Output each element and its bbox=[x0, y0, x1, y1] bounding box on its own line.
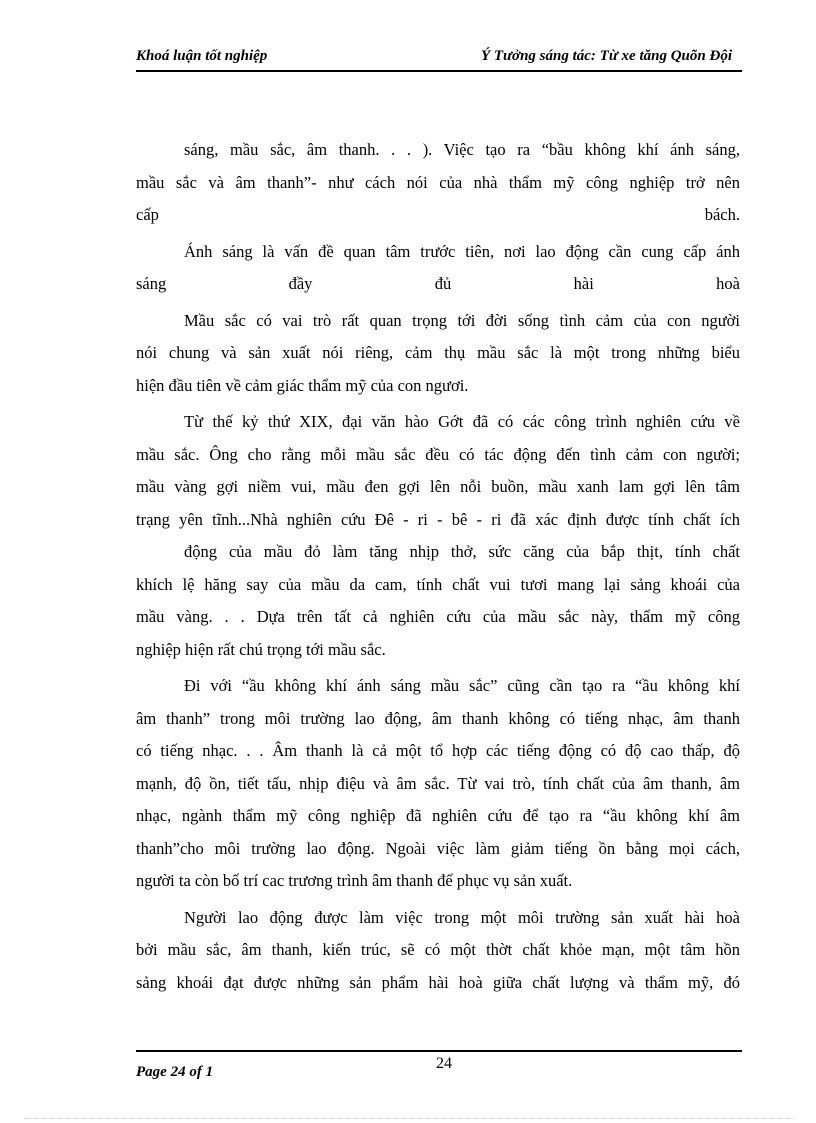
page-bottom-divider bbox=[24, 1118, 794, 1119]
text-line: mầu vàng. . . Dựa trên tất cả nghiên cứu của mầu sắc này, thẩm mỹ công bbox=[136, 607, 740, 626]
paragraph-6 bbox=[136, 670, 740, 898]
text-line: động của mầu đỏ làm tăng nhịp thở, sức căng của bắp thịt, tính chất bbox=[184, 542, 740, 561]
text-line: Đi với “ầu không khí ánh sáng mầu sắc” cũng cần tạo ra “ầu không khí bbox=[184, 676, 740, 695]
header-right-title: Ý Tưởng sáng tác: Từ xe tăng Quõn Đội bbox=[480, 48, 732, 64]
paragraph-2 bbox=[136, 236, 740, 301]
header-left-title: Khoá luận tốt nghiệp bbox=[136, 48, 268, 64]
text-line: mầu sắc. Ông cho rằng mỗi mầu sắc đều có tác động đến tình cảm con người; bbox=[136, 444, 740, 464]
text-line: khích lệ hăng say của mầu da cam, tính chất vui tươi mang lại sảng khoái của bbox=[136, 574, 740, 594]
page-label: Page 24 of 1 bbox=[136, 1064, 214, 1080]
text-line: Mầu sắc có vai trò rất quan trọng tới đời sống tình cảm của con người bbox=[184, 310, 740, 330]
text-line: sảng khoái đạt được những sản phẩm hài hoà giữa chất lượng và thẩm mỹ, đó bbox=[136, 972, 740, 992]
text-line: trạng yên tĩnh...Nhà nghiên cứu Đê - ri - bê - ri đã xác định được tính chất ích bbox=[136, 509, 740, 529]
paragraph-5 bbox=[136, 536, 740, 666]
text-line: nhạc, ngành thẩm mỹ công nghiệp đã nghiên cứu để tạo ra “ầu không khí âm bbox=[136, 806, 740, 825]
text-line: mạnh, độ ồn, tiết tấu, nhịp điệu và âm sắc. Từ vai trò, tính chất của âm thanh, âm bbox=[136, 773, 740, 793]
paragraph-4 bbox=[136, 406, 740, 536]
text-line: sáng, mầu sắc, âm thanh. . . ). Việc tạo ra “bầu không khí ánh sáng, bbox=[184, 140, 740, 159]
text-line: Ánh sáng là vấn đề quan tâm trước tiên, nơi lao động cần cung cấp ánh bbox=[184, 241, 740, 261]
text-line: cấp bách. bbox=[136, 205, 740, 224]
paragraph-1 bbox=[136, 134, 740, 232]
page-header bbox=[136, 48, 742, 72]
text-line: Từ thế kỷ thứ XIX, đại văn hào Gớt đã có các công trình nghiên cứu về bbox=[184, 412, 740, 431]
text-line: người ta còn bố trí cac trương trình âm thanh để phục vụ sản xuất. bbox=[136, 871, 573, 890]
document-body bbox=[136, 134, 740, 999]
text-line: bởi mầu sắc, âm thanh, kiến trúc, sẽ có một thờt chất khỏe mạn, một tâm hồn bbox=[136, 940, 740, 959]
page-footer bbox=[136, 1050, 742, 1082]
text-line: sáng đầy đủ hài hoà bbox=[136, 274, 740, 293]
paragraph-3 bbox=[136, 305, 740, 403]
text-line: có tiếng nhạc. . . Âm thanh là cả một tổ hợp các tiếng động có độ cao thấp, độ bbox=[136, 741, 740, 760]
text-line: mầu vàng gợi niềm vui, mầu đen gợi lên nỗi buồn, mầu xanh lam gợi lên tâm bbox=[136, 477, 740, 496]
text-line: mầu sắc và âm thanh”- như cách nói của nhà thẩm mỹ công nghiệp trở nên bbox=[136, 172, 740, 192]
page-number: 24 bbox=[436, 1055, 452, 1072]
paragraph-7 bbox=[136, 902, 740, 1000]
text-line: thanh”cho môi trường lao động. Ngoài việc làm giảm tiếng ồn bằng mọi cách, bbox=[136, 838, 740, 858]
text-line: nghiệp hiện rất chú trọng tới mầu sắc. bbox=[136, 639, 386, 659]
text-line: hiện đầu tiên về cảm giác thẩm mỹ của con ngươi. bbox=[136, 375, 469, 395]
text-line: Người lao động được làm việc trong một môi trường sản xuất hài hoà bbox=[184, 907, 740, 927]
text-line: nói chung và sản xuất nói riêng, cảm thụ mầu sắc là một trong những biểu bbox=[136, 343, 740, 362]
text-line: âm thanh” trong môi trường lao động, âm thanh không có tiếng nhạc, âm thanh bbox=[136, 708, 740, 728]
